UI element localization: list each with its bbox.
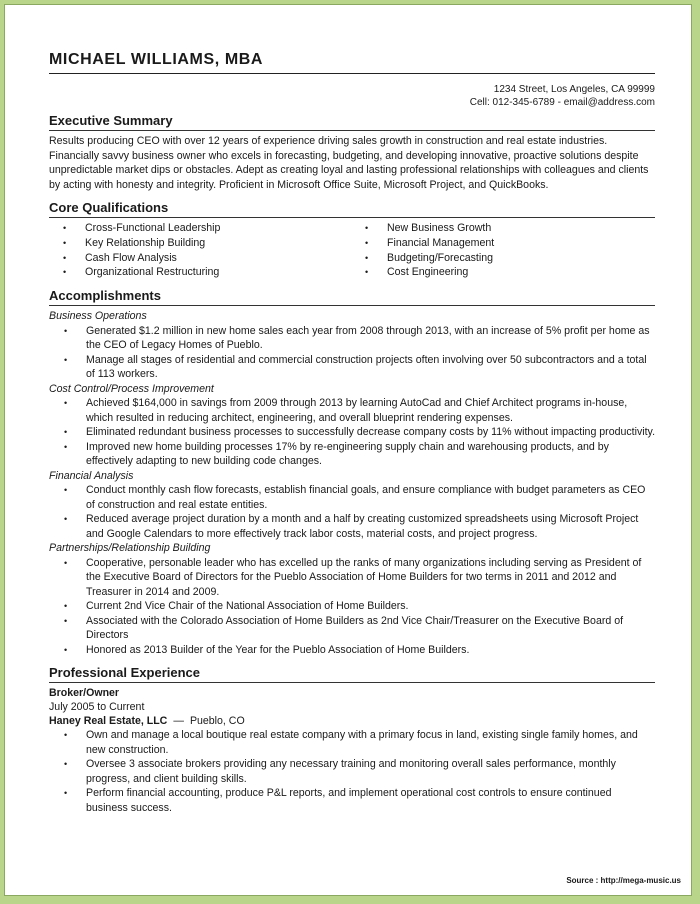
accomplishment-item: • Current 2nd Vice Chair of the National Association of Home Builders.: [49, 599, 655, 614]
accomplishment-group-heading: Partnerships/Relationship Building: [49, 542, 211, 555]
accomplishment-item: • Conduct monthly cash flow forecasts, establish financial goals, and ensure compliance with budget parameters as CEO of construction and real estate entities.: [49, 483, 655, 512]
address-line: 1234 Street, Los Angeles, CA 99999: [493, 84, 655, 95]
accomplishment-list: [49, 396, 655, 469]
employer-line: [49, 714, 655, 728]
qualification-item: • Cost Engineering: [351, 265, 653, 280]
contact-block: [49, 83, 655, 109]
resume-content: [49, 51, 655, 815]
summary-divider: [49, 130, 655, 131]
name-divider: [49, 73, 655, 74]
qualification-item: • Financial Management: [351, 236, 653, 251]
accomplishment-item: • Generated $1.2 million in new home sales each year from 2008 through 2013, with an increase of 5% profit per home as the CEO of Legacy Homes of Pueblo.: [49, 324, 655, 353]
summary-text: Results producing CEO with over 12 years of experience driving sales growth in construction and real estate industries. Financially savvy business owner who excels in forecasting, budgeting, and developing innovative, proactive solutions despite unpredictable market dips or obstacles. Adept as creating loyal and lasting professional relationships with colleagues and clients by acting with honesty and integrity. Proficient in Microsoft Office Suite, Microsoft Project, and QuickBooks.: [49, 135, 649, 191]
qualifications-grid: [49, 221, 655, 280]
candidate-name: MICHAEL WILLIAMS, MBA: [49, 51, 264, 68]
qualifications-heading: Core Qualifications: [49, 200, 169, 215]
accomplishment-list: [49, 483, 655, 541]
accomplishment-group-heading: Cost Control/Process Improvement: [49, 382, 214, 395]
accomplishment-item: • Associated with the Colorado Association of Home Builders as 2nd Vice Chair/Treasurer on the Executive Board of Directors: [49, 614, 655, 643]
experience-heading: Professional Experience: [49, 665, 201, 681]
resume-page: [4, 4, 692, 896]
employer-name: Haney Real Estate, LLC: [49, 715, 168, 728]
qualifications-left-column: [49, 221, 351, 280]
accomplishment-item: • Improved new home building processes 17% by re-engineering supply chain and warehousing products, and by effectively adapting to new building code changes.: [49, 440, 655, 469]
accomplishments-divider: [49, 305, 655, 306]
job-dates: July 2005 to Current: [49, 701, 145, 714]
accomplishment-list: [49, 556, 655, 658]
employer-location: Pueblo, CO: [189, 715, 245, 728]
experience-item: • Oversee 3 associate brokers providing any necessary training and monitoring overall sales performance, monthly progress, and client building skills.: [49, 757, 655, 786]
accomplishment-item: • Cooperative, personable leader who has excelled up the ranks of many organizations including serving as President of the Executive Board of Directors for the Pueblo Association of Home Builders for two terms in 2011 and 2012 and Treasurer in 2014 and 2009.: [49, 556, 655, 600]
experience-list: [49, 728, 655, 815]
experience-item: • Own and manage a local boutique real estate company with a primary focus in land, existing single family homes, and new construction.: [49, 728, 655, 757]
employer-separator: —: [173, 715, 184, 728]
accomplishment-item: • Reduced average project duration by a month and a half by creating customized spreadsheets using Microsoft Project and Google Calendars to more effectively track labor costs, material costs, and project progress.: [49, 512, 655, 541]
qualification-item: • Cross-Functional Leadership: [49, 221, 351, 236]
accomplishment-item: • Eliminated redundant business processes to successfully decrease company costs by 11% without impacting productivity.: [49, 425, 655, 440]
qualification-item: • Key Relationship Building: [49, 236, 351, 251]
accomplishment-item: • Manage all stages of residential and commercial construction projects often involving over 50 subcontractors and a total of 113 workers.: [49, 353, 655, 382]
experience-item: • Perform financial accounting, produce P&L reports, and implement operational cost controls to ensure continued business success.: [49, 786, 655, 815]
qualification-item: • Cash Flow Analysis: [49, 251, 351, 266]
accomplishment-item: • Honored as 2013 Builder of the Year for the Pueblo Association of Home Builders.: [49, 643, 655, 658]
job-title: Broker/Owner: [49, 687, 120, 700]
qualification-item: • New Business Growth: [351, 221, 653, 236]
accomplishment-item: • Achieved $164,000 in savings from 2009 through 2013 by learning AutoCad and Chief Architect programs in-house, which resulted in reducing architect, engineering, and overall blueprint rendering expenses.: [49, 396, 655, 425]
contact-line: Cell: 012-345-6789 - email@address.com: [469, 97, 655, 108]
qualification-item: • Budgeting/Forecasting: [351, 251, 653, 266]
accomplishment-list: [49, 324, 655, 382]
qualifications-divider: [49, 217, 655, 218]
qualifications-right-column: [351, 221, 653, 280]
accomplishment-group-heading: Financial Analysis: [49, 469, 134, 482]
source-caption: Source : http://mega-music.us: [566, 876, 681, 885]
accomplishment-group-heading: Business Operations: [49, 310, 147, 323]
accomplishments-heading: Accomplishments: [49, 288, 161, 304]
summary-heading: Executive Summary: [49, 113, 173, 128]
experience-divider: [49, 682, 655, 683]
qualification-item: • Organizational Restructuring: [49, 265, 351, 280]
